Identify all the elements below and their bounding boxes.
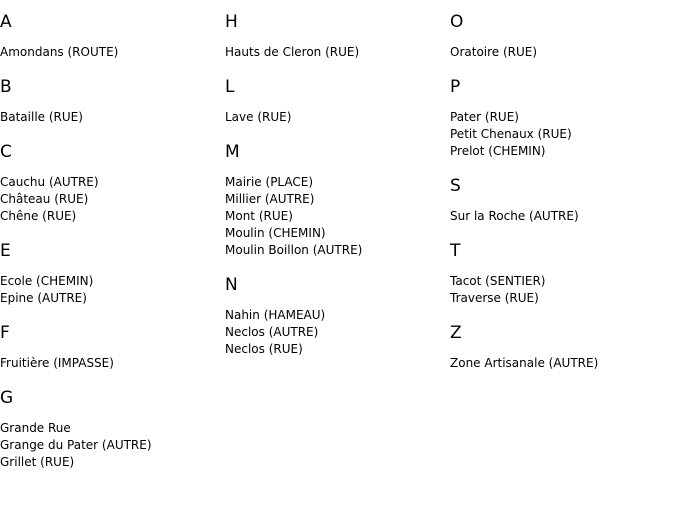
street-list: [225, 109, 445, 126]
street-link[interactable]: Lave (RUE): [225, 110, 292, 124]
street-list: [225, 44, 445, 61]
letter-group-g: [0, 388, 220, 471]
street-link[interactable]: Prelot (CHEMIN): [450, 144, 546, 158]
street-list: [450, 208, 670, 225]
street-link[interactable]: Zone Artisanale (AUTRE): [450, 356, 599, 370]
letter-group-f: [0, 323, 220, 372]
street-link[interactable]: Grange du Pater (AUTRE): [0, 438, 152, 452]
street-list: [450, 273, 670, 307]
letter-group-e: [0, 241, 220, 307]
street-link[interactable]: Mairie (PLACE): [225, 175, 314, 189]
street-link[interactable]: Pater (RUE): [450, 110, 519, 124]
street-link[interactable]: Neclos (RUE): [225, 342, 303, 356]
street-link[interactable]: Moulin Boillon (AUTRE): [225, 243, 363, 257]
street-link[interactable]: Moulin (CHEMIN): [225, 226, 326, 240]
letter-group-b: [0, 77, 220, 126]
letter-group-z: [450, 323, 670, 372]
letter-heading: N: [225, 275, 238, 295]
letter-group-t: [450, 241, 670, 307]
street-link[interactable]: Nahin (HAMEAU): [225, 308, 326, 322]
letter-heading: P: [450, 77, 461, 97]
street-list: [225, 307, 445, 358]
street-list: [0, 420, 220, 471]
street-list: [0, 109, 220, 126]
street-link[interactable]: Cauchu (AUTRE): [0, 175, 99, 189]
street-link[interactable]: Traverse (RUE): [450, 291, 539, 305]
street-link[interactable]: Neclos (AUTRE): [225, 325, 319, 339]
street-list: [450, 44, 670, 61]
letter-group-m: [225, 142, 445, 259]
street-link[interactable]: Hauts de Cleron (RUE): [225, 45, 360, 59]
letter-heading: C: [0, 142, 12, 162]
letter-group-c: [0, 142, 220, 225]
street-link[interactable]: Mont (RUE): [225, 209, 293, 223]
street-list: [0, 355, 220, 372]
letter-group-a: [0, 12, 220, 61]
street-link[interactable]: Bataille (RUE): [0, 110, 83, 124]
letter-heading: A: [0, 12, 12, 32]
street-link[interactable]: Sur la Roche (AUTRE): [450, 209, 579, 223]
letter-group-n: [225, 275, 445, 358]
letter-heading: O: [450, 12, 464, 32]
letter-heading: F: [0, 323, 10, 343]
street-list: [225, 174, 445, 259]
letter-group-p: [450, 77, 670, 160]
street-list: [0, 174, 220, 225]
street-link[interactable]: Tacot (SENTIER): [450, 274, 546, 288]
street-link[interactable]: Epine (AUTRE): [0, 291, 87, 305]
street-list: [0, 273, 220, 307]
index-column-2: [225, 12, 445, 374]
street-list: [450, 109, 670, 160]
letter-heading: E: [0, 241, 11, 261]
index-column-1: [0, 12, 220, 487]
street-link[interactable]: Grande Rue: [0, 421, 71, 435]
letter-group-s: [450, 176, 670, 225]
street-link[interactable]: Millier (AUTRE): [225, 192, 315, 206]
letter-heading: Z: [450, 323, 462, 343]
letter-group-h: [225, 12, 445, 61]
street-link[interactable]: Ecole (CHEMIN): [0, 274, 94, 288]
letter-heading: B: [0, 77, 12, 97]
street-list: [450, 355, 670, 372]
letter-group-o: [450, 12, 670, 61]
street-link[interactable]: Grillet (RUE): [0, 455, 75, 469]
letter-heading: L: [225, 77, 235, 97]
letter-heading: G: [0, 388, 14, 408]
letter-group-l: [225, 77, 445, 126]
street-link[interactable]: Petit Chenaux (RUE): [450, 127, 572, 141]
street-link[interactable]: Oratoire (RUE): [450, 45, 538, 59]
street-link[interactable]: Fruitière (IMPASSE): [0, 356, 114, 370]
letter-heading: M: [225, 142, 240, 162]
street-link[interactable]: Château (RUE): [0, 192, 89, 206]
street-link[interactable]: Chêne (RUE): [0, 209, 77, 223]
letter-heading: S: [450, 176, 461, 196]
street-list: [0, 44, 220, 61]
letter-heading: T: [450, 241, 461, 261]
letter-heading: H: [225, 12, 238, 32]
street-link[interactable]: Amondans (ROUTE): [0, 45, 119, 59]
index-column-3: [450, 12, 670, 388]
